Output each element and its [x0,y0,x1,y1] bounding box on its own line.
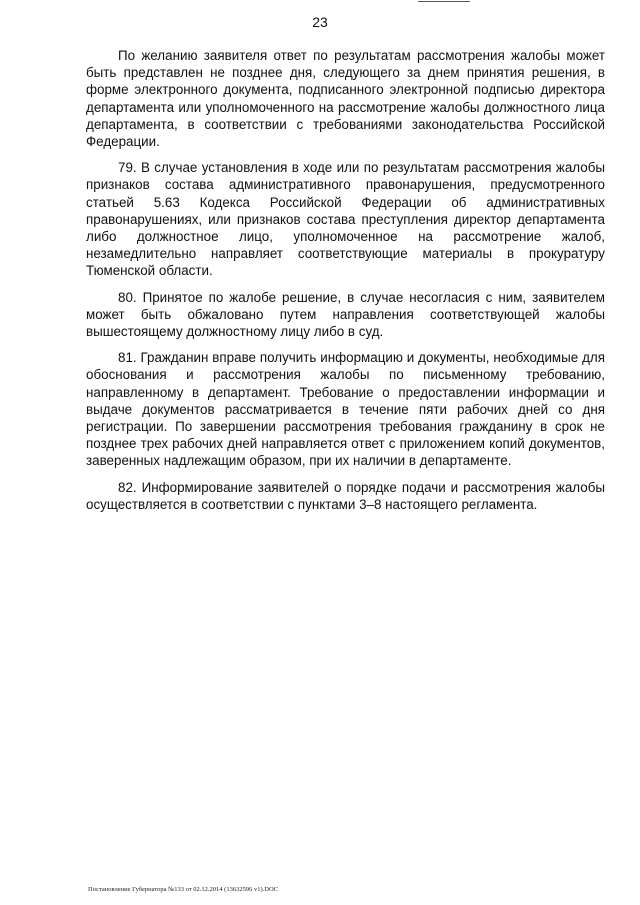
scan-edge-mark [418,1,470,2]
paragraph-81: 81. Гражданин вправе получить информацию и документы, необходимые для обоснования и рассмотрения жалобы по письменному требованию, направленному в департамент. Требование о предоставлении информации и выдаче документов рассматривается в течение пяти рабочих дней со дня регистрации. По завершении рассмотрения требования гражданину в срок не позднее трех рабочих дней направляется ответ с приложением копий документов, заверенных надлежащим образом, при их наличии в департаменте. [86,350,605,469]
document-footer: Постановление Губернатора №133 от 02.12.2014 (13632596 v1).DOC [88,886,278,893]
page-number: 23 [312,14,328,30]
paragraph-79: 79. В случае установления в ходе или по результатам рассмотрения жалобы признаков состава административного правонарушения, предусмотренного статьей 5.63 Кодекса Российской Федерации об административных правонарушениях, или признаков состава преступления директор департамента либо должностное лицо, уполномоченное на рассмотрение жалоб, незамедлительно направляет соответствующие материалы в прокуратуру Тюменской области. [86,160,605,279]
paragraph-82: 82. Информирование заявителей о порядке подачи и рассмотрения жалобы осуществляется в соответствии с пунктами 3–8 настоящего регламента. [86,479,605,512]
document-body [86,47,605,513]
paragraph-80: 80. Принятое по жалобе решение, в случае несогласия с ним, заявителем может быть обжаловано путем направления соответствующей жалобы вышестоящему должностному лицу либо в суд. [86,289,605,340]
paragraph-response-form: По желанию заявителя ответ по результатам рассмотрения жалобы может быть представлен не позднее дня, следующего за днем принятия решения, в форме электронного документа, подписанного электронной подписью директора департамента или уполномоченного на рассмотрение жалобы должностного лица департамента, в соответствии с требованиями законодательства Российской Федерации. [86,48,605,150]
